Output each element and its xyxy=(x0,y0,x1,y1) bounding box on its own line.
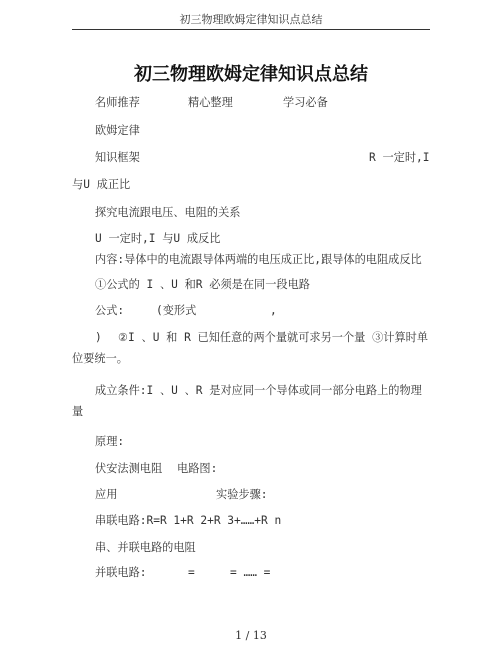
text-line: 电路图: xyxy=(177,462,218,475)
header-rule xyxy=(72,29,430,30)
text-line: 与U 成正比 xyxy=(72,178,131,191)
text-line: , xyxy=(270,304,277,317)
text-line: 伏安法测电阻 xyxy=(95,462,163,475)
text-line: 原理: xyxy=(95,435,125,448)
text-line: 并联电路: xyxy=(95,566,147,579)
running-header: 初三物理欧姆定律知识点总结 xyxy=(179,13,323,26)
text-line: ) xyxy=(95,331,102,344)
document-title: 初三物理欧姆定律知识点总结 xyxy=(134,64,368,85)
text-line: (变形式 xyxy=(156,304,197,317)
text-line: = …… = xyxy=(230,566,271,579)
text-line: 探究电流跟电压、电阻的关系 xyxy=(95,206,241,219)
text-line: 应用 xyxy=(95,488,118,501)
tagline-recommend: 名师推荐 xyxy=(95,96,140,109)
text-line: 知识框架 xyxy=(95,151,140,164)
text-line: 量 xyxy=(72,405,84,418)
text-line: 串、并联电路的电阻 xyxy=(95,541,196,554)
page-indicator: 1 / 13 xyxy=(235,629,267,642)
tagline-study: 学习必备 xyxy=(283,96,328,109)
text-line: 内容:导体中的电流跟导体两端的电压成正比,跟导体的电阻成反比 xyxy=(95,253,422,266)
text-line: 位要统一。 xyxy=(72,352,128,365)
text-line: = xyxy=(188,566,195,579)
text-line: 欧姆定律 xyxy=(95,124,140,137)
text-line: 公式: xyxy=(95,304,125,317)
text-line: 实验步骤: xyxy=(216,488,268,501)
text-line: 串联电路:R=R 1+R 2+R 3+……+R n xyxy=(95,514,282,527)
tagline-curated: 精心整理 xyxy=(188,96,233,109)
text-line: ①公式的 I 、U 和R 必须是在同一段电路 xyxy=(95,278,310,291)
text-line: ②I 、U 和 R 已知任意的两个量就可求另一个量 ③计算时单 xyxy=(118,331,429,344)
text-line: R 一定时,I xyxy=(369,151,430,164)
text-line: U 一定时,I 与U 成反比 xyxy=(95,232,221,245)
text-line: 成立条件:I 、U 、R 是对应同一个导体或同一部分电路上的物理 xyxy=(95,384,422,397)
